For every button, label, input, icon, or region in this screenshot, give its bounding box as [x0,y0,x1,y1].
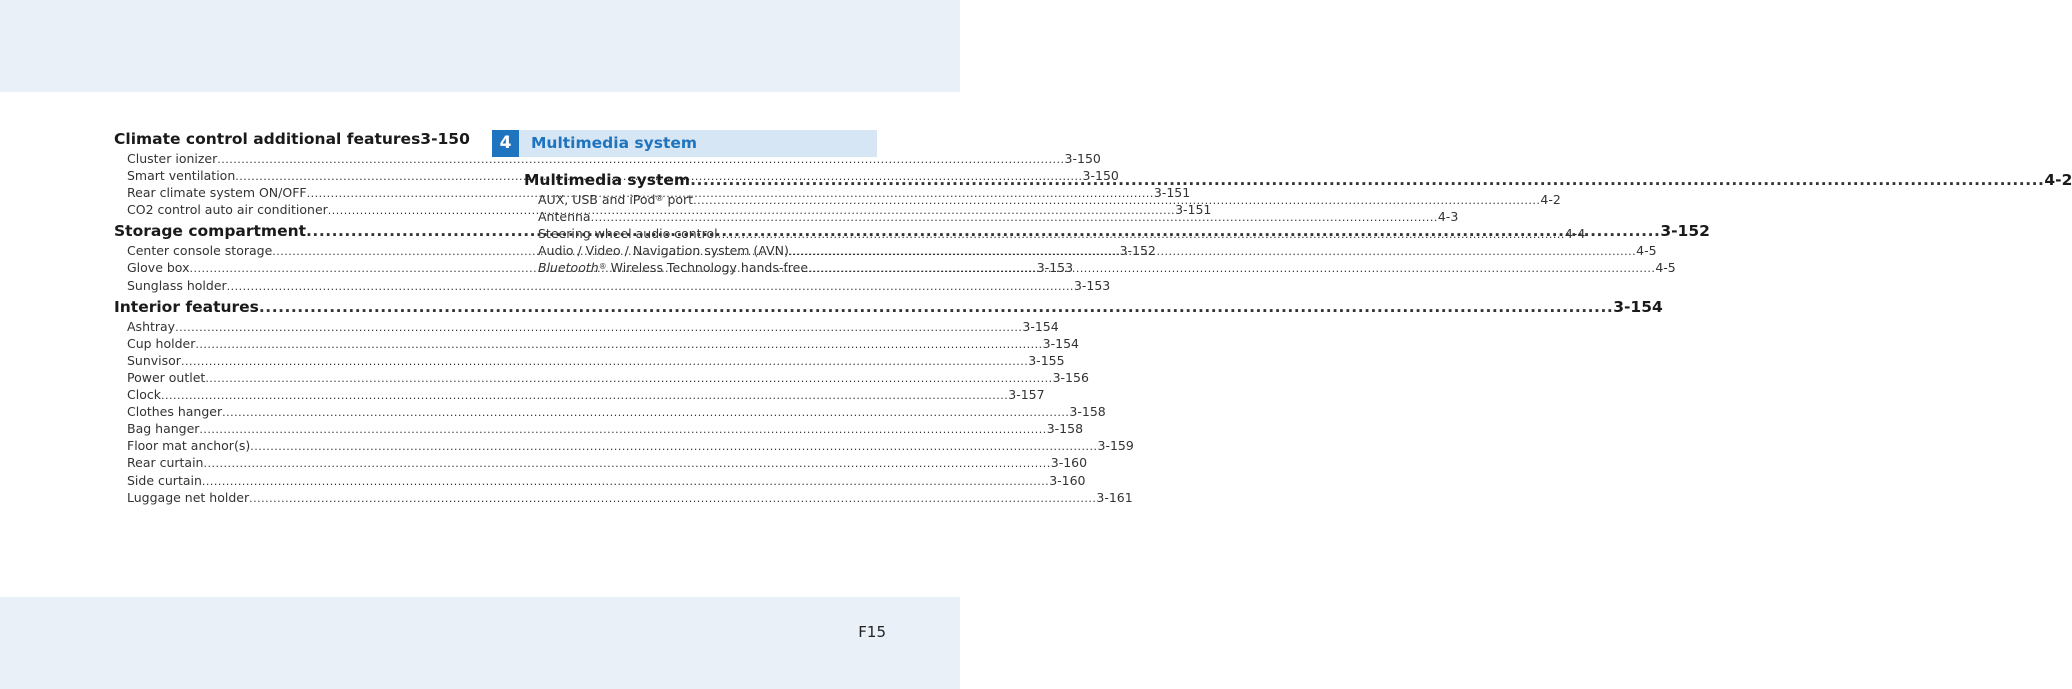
header-band [0,0,960,92]
toc-item-label: Center console storage [127,243,273,259]
toc-item-page: 3-157 [1008,387,1045,403]
toc-section-title: Multimedia system [524,171,691,189]
leader-dots [789,243,1636,260]
toc-item-page: 3-160 [1049,472,1086,488]
leader-dots [222,404,1069,421]
toc-item-page: 3-150 [1082,168,1119,184]
toc-item-label: Rear curtain [127,455,204,471]
toc-item-label: AUX, USB and iPod® port [538,192,694,207]
toc-section-page: 3-150 [420,130,470,148]
leader-dots [249,490,1096,507]
toc-item-page: 3-153 [1073,277,1111,293]
page-number: F15 [858,623,886,641]
toc-item[interactable] [114,318,1059,335]
toc-section-page: 3-152 [1660,222,1710,241]
toc-item-page: 3-158 [1069,404,1106,420]
toc-item-page: 3-152 [1119,243,1156,259]
toc-item-page: 3-154 [1042,335,1079,351]
leader-dots [718,226,1565,243]
toc-item-label: Side curtain [127,472,202,488]
leader-dots [259,297,1613,318]
leader-dots [195,336,1042,353]
toc-item[interactable] [114,386,1045,403]
leader-dots [161,387,1008,404]
toc-item-label: Cup holder [127,335,196,351]
toc-item[interactable] [114,489,1133,506]
toc-section-title: Storage compartment [114,222,307,241]
toc-item-page: 4-3 [1437,209,1459,225]
registered-mark: ® [655,194,664,203]
toc-item-label: Audio / Video / Navigation system (AVN) [538,243,789,259]
toc-item-page: 3-158 [1046,421,1084,437]
toc-section[interactable] [114,129,470,150]
toc-item-label: Cluster ionizer [127,151,218,166]
footer-band [0,597,960,689]
toc-item[interactable] [114,472,1086,489]
toc-item-page: 3-150 [1064,151,1101,166]
toc-item-label: Bluetooth® Wireless Technology hands-free [538,260,809,276]
leader-dots [690,170,2044,191]
leader-dots [227,278,1074,295]
toc-item-page: 3-156 [1052,369,1089,385]
toc-item-page: 3-154 [1022,318,1059,334]
toc-section-title: Interior features [114,297,259,316]
toc-item[interactable] [114,369,1089,386]
toc-item[interactable] [114,437,1134,454]
toc-item[interactable] [524,225,1586,242]
leader-dots [203,455,1050,472]
toc-item-page: 4-5 [1636,243,1657,259]
leader-dots [181,353,1028,370]
toc-item[interactable] [114,454,1088,471]
leader-dots [202,473,1049,490]
toc-item-page: 4-4 [1564,226,1586,242]
toc-item[interactable] [114,277,1111,294]
toc-item-label: Rear climate system ON/OFF [127,185,307,201]
toc-item-label: Sunvisor [127,352,181,368]
toc-section-title: Climate control additional features [114,130,421,148]
leader-dots [693,192,1540,209]
toc-item[interactable] [114,150,1101,167]
toc-item-page: 3-153 [1036,260,1074,276]
leader-dots [591,209,1438,226]
leader-dots [250,438,1097,455]
toc-item-label: Luggage net holder [127,489,250,505]
toc-item-label: Floor mat anchor(s) [127,438,251,454]
toc-item-page: 3-155 [1028,352,1065,368]
toc-item-page: 4-2 [1540,192,1561,207]
toc-item-label: Clothes hanger [127,404,223,420]
leader-dots [808,260,1655,277]
leader-dots [199,421,1046,438]
toc-item-page: 3-151 [1175,202,1212,218]
toc-item-page: 3-159 [1097,438,1134,454]
chapter-number-badge: 4 [492,130,519,157]
toc-item[interactable] [114,335,1079,352]
toc-item-label: Glove box [127,260,190,276]
toc-item-label: Clock [127,387,161,403]
toc-item-page: 3-160 [1050,455,1088,471]
toc-item-page: 3-161 [1096,489,1133,505]
toc-item-page: 3-151 [1153,185,1191,201]
toc-item-label: Power outlet [127,369,206,385]
toc-item[interactable] [114,403,1106,420]
toc-item-label: Sunglass holder [127,277,227,293]
toc-item-label: Steering wheel audio control [538,226,718,242]
toc-section[interactable] [114,297,1663,318]
toc-item-label: CO2 control auto air conditioner [127,202,328,218]
leader-dots [175,319,1022,336]
toc-item-label: Smart ventilation [127,168,236,184]
chapter-title: Multimedia system [531,134,698,152]
leader-dots [205,370,1052,387]
toc-item[interactable] [114,420,1084,437]
toc-item-page: 4-5 [1655,260,1676,276]
toc-section-page: 4-2 [2044,171,2072,189]
toc-item-label: Antenna [538,209,591,225]
toc-item[interactable] [114,352,1065,369]
toc-section-page: 3-154 [1613,297,1663,316]
toc-item-label: Ashtray [127,318,176,334]
registered-mark: ® [598,262,607,272]
toc-item-label: Bag hanger [127,421,200,437]
